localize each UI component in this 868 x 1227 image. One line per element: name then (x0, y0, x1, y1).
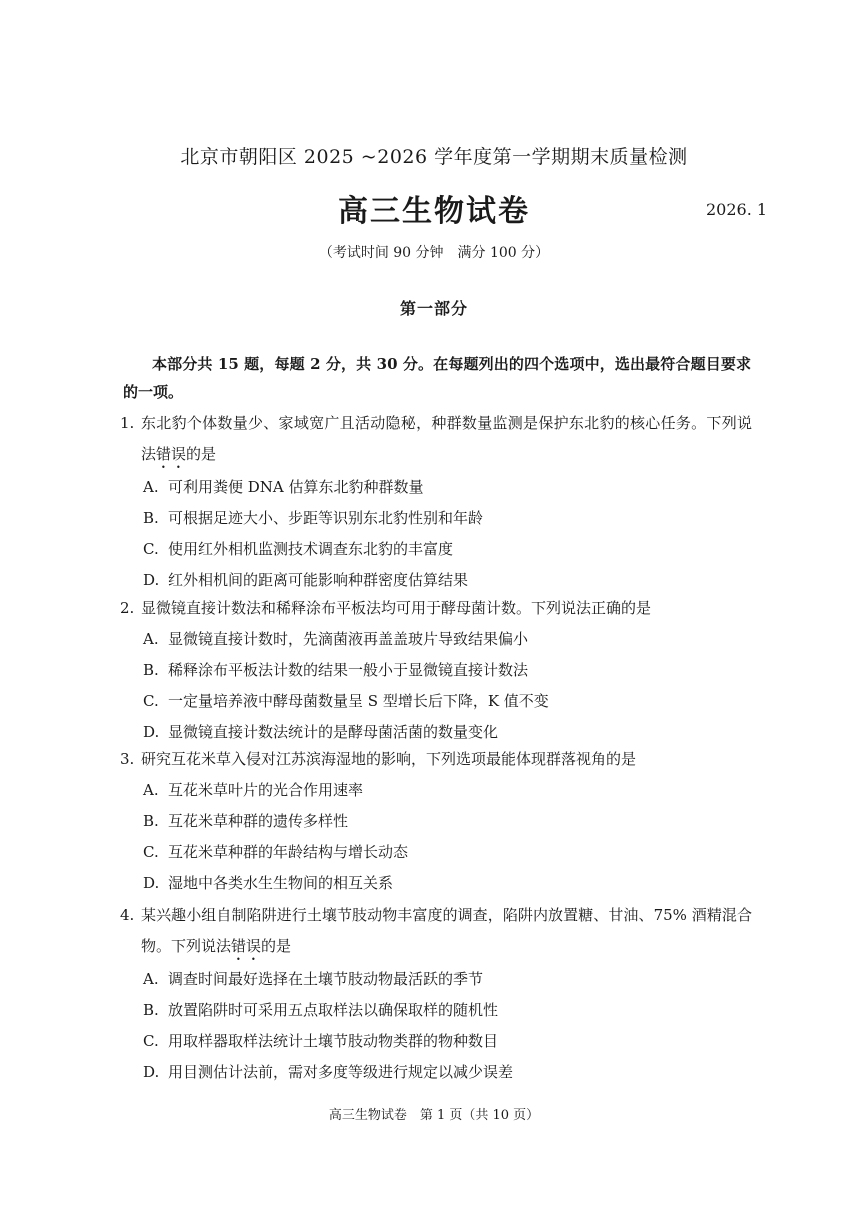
option-letter: B. (143, 1001, 159, 1019)
question-text (141, 900, 752, 964)
option-text: 显微镜直接计数法统计的是酵母菌活菌的数量变化 (168, 723, 499, 741)
option-c (143, 837, 752, 868)
option-letter: D. (143, 571, 160, 589)
option-c (143, 1026, 752, 1057)
option-text: 放置陷阱时可采用五点取样法以确保取样的随机性 (168, 1001, 499, 1019)
option-text: 使用红外相机监测技术调查东北豹的丰富度 (168, 540, 454, 558)
option-text: 互花米草种群的遗传多样性 (168, 812, 349, 830)
option-letter: D. (143, 723, 160, 741)
option-letter: C. (143, 692, 159, 710)
exam-organization: 北京市朝阳区 2025 ~2026 学年度第一学期期末质量检测 (180, 146, 688, 168)
stem-text-before: 东北豹个体数量少、家域宽广且活动隐秘，种群数量监测是保护东北豹的核心任务。下列说法 (141, 414, 752, 463)
option-a (143, 624, 752, 655)
option-list (143, 624, 752, 748)
option-letter: A. (143, 630, 159, 648)
option-letter: A. (143, 970, 159, 988)
option-c (143, 686, 752, 717)
question-text: 研究互花米草入侵对江苏滨海湿地的影响，下列选项最能体现群落视角的是 (141, 750, 637, 768)
stem-text-after: 的是 (261, 937, 292, 955)
option-letter: C. (143, 843, 159, 861)
exam-info: （考试时间 90 分钟 满分 100 分） (318, 245, 550, 261)
question-2 (120, 593, 752, 748)
option-d (143, 565, 752, 596)
option-d (143, 868, 752, 899)
option-a (143, 472, 752, 503)
option-c (143, 534, 752, 565)
option-list (143, 964, 752, 1088)
part-title: 第一部分 (399, 299, 468, 318)
option-text: 互花米草种群的年龄结构与增长动态 (168, 843, 409, 861)
option-letter: B. (143, 661, 159, 679)
stem-text-after: 的是 (186, 445, 217, 463)
option-letter: B. (143, 812, 159, 830)
option-b (143, 655, 752, 686)
option-a (143, 964, 752, 995)
stem-emphasis: 错误 (156, 445, 187, 463)
question-4 (120, 900, 752, 1088)
option-text: 用取样器取样法统计土壤节肢动物类群的物种数目 (168, 1032, 499, 1050)
option-text: 互花米草叶片的光合作用速率 (168, 781, 364, 799)
option-text: 一定量培养液中酵母菌数量呈 S 型增长后下降，K 值不变 (168, 692, 549, 710)
question-stem (120, 593, 752, 624)
option-list (143, 775, 752, 899)
option-d (143, 1057, 752, 1088)
option-list (143, 472, 752, 596)
question-stem (120, 900, 752, 964)
option-b (143, 806, 752, 837)
stem-emphasis: 错误 (231, 937, 262, 955)
option-letter: C. (143, 1032, 159, 1050)
question-stem (120, 744, 752, 775)
question-stem (120, 408, 752, 472)
option-text: 红外相机间的距离可能影响种群密度估算结果 (168, 571, 469, 589)
paper-date: 2026. 1 (706, 200, 768, 219)
option-letter: B. (143, 509, 159, 527)
option-letter: D. (143, 1063, 160, 1081)
option-text: 稀释涂布平板法计数的结果一般小于显微镜直接计数法 (168, 661, 529, 679)
stem-text-before: 某兴趣小组自制陷阱进行土壤节肢动物丰富度的调查，陷阱内放置糖、甘油、75% 酒精混合物。下列说法 (141, 906, 752, 955)
paper-title: 高三生物试卷 (338, 194, 530, 229)
question-text (141, 408, 752, 472)
option-text: 显微镜直接计数时，先滴菌液再盖盖玻片导致结果偏小 (168, 630, 529, 648)
option-letter: A. (143, 478, 159, 496)
option-text: 可根据足迹大小、步距等识别东北豹性别和年龄 (168, 509, 484, 527)
question-1 (120, 408, 752, 596)
question-number: 1. (120, 414, 135, 432)
option-letter: A. (143, 781, 159, 799)
question-number: 2. (120, 599, 135, 617)
page-footer: 高三生物试卷 第 1 页（共 10 页） (328, 1108, 540, 1123)
option-text: 湿地中各类水生生物间的相互关系 (168, 874, 394, 892)
question-number: 4. (120, 906, 135, 924)
question-3 (120, 744, 752, 899)
option-a (143, 775, 752, 806)
option-b (143, 503, 752, 534)
section-instructions: 本部分共 15 题，每题 2 分，共 30 分。在每题列出的四个选项中，选出最符合题目要求的一项。 (123, 355, 751, 401)
question-text: 显微镜直接计数法和稀释涂布平板法均可用于酵母菌计数。下列说法正确的是 (141, 599, 652, 617)
option-letter: C. (143, 540, 159, 558)
option-text: 调查时间最好选择在土壤节肢动物最活跃的季节 (168, 970, 484, 988)
option-text: 用目测估计法前，需对多度等级进行规定以减少误差 (168, 1063, 514, 1081)
question-number: 3. (120, 750, 135, 768)
option-text: 可利用粪便 DNA 估算东北豹种群数量 (168, 478, 424, 496)
option-b (143, 995, 752, 1026)
option-letter: D. (143, 874, 160, 892)
